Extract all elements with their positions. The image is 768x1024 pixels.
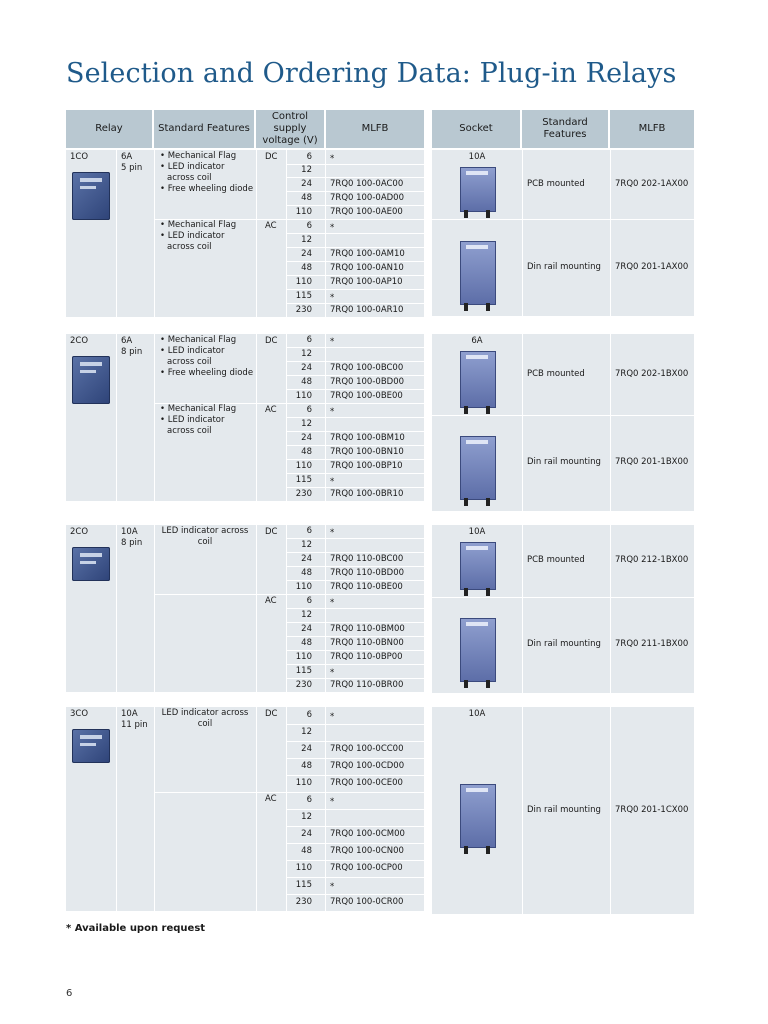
feature-text: LED indicator across coil xyxy=(161,526,249,547)
dc-label: DC xyxy=(265,527,278,537)
dc-label: DC xyxy=(265,336,278,346)
relay-rating: 6A xyxy=(121,336,133,346)
header-control-voltage: Control supply voltage (V) xyxy=(256,110,326,148)
divider xyxy=(610,150,611,316)
divider xyxy=(256,150,257,317)
ac-feature-list xyxy=(158,220,254,253)
divider xyxy=(522,334,523,511)
voltage-value: 230 xyxy=(295,679,312,690)
voltage-value: 6 xyxy=(306,220,312,231)
divider xyxy=(116,525,117,692)
ac-label: AC xyxy=(265,794,277,804)
feature-text: LED indicator across coil xyxy=(161,708,249,729)
header-mlfb: MLFB xyxy=(361,123,389,134)
divider xyxy=(116,707,117,911)
voltage-value: 12 xyxy=(301,727,312,737)
mlfb-code: 7RQ0 100-0CM00 xyxy=(330,829,405,839)
voltage-value: 115 xyxy=(295,665,312,676)
mlfb-code: 7RQ0 110-0BP00 xyxy=(330,651,403,662)
divider xyxy=(522,707,523,914)
mlfb-code: 7RQ0 100-0BP10 xyxy=(330,460,403,471)
mlfb-code: 7RQ0 100-0CR00 xyxy=(330,897,404,907)
mlfb-code: 7RQ0 110-0BC00 xyxy=(330,553,404,564)
mlfb-code: 7RQ0 100-0CE00 xyxy=(330,778,403,788)
table-header-right xyxy=(432,110,694,148)
socket-mlfb: 7RQ0 212-1BX00 xyxy=(615,555,689,565)
divider xyxy=(154,334,155,501)
voltage-value: 110 xyxy=(295,206,312,217)
voltage-value: 24 xyxy=(301,553,312,564)
page-title: Selection and Ordering Data: Plug-in Relays xyxy=(66,58,677,89)
available-on-request-mark: * xyxy=(330,667,335,678)
mlfb-code: 7RQ0 100-0BR10 xyxy=(330,488,404,499)
socket-pin xyxy=(486,303,490,311)
voltage-value: 24 xyxy=(301,744,312,754)
relay-pins: 8 pin xyxy=(121,347,143,357)
header-socket-features: Standard Features xyxy=(522,110,610,148)
socket-product-image xyxy=(460,351,496,408)
mlfb-code: 7RQ0 100-0BE00 xyxy=(330,390,403,401)
voltage-value: 12 xyxy=(301,234,312,245)
available-on-request-mark: * xyxy=(330,797,335,807)
socket-mlfb: 7RQ0 201-1BX00 xyxy=(615,457,689,467)
feature-item: • LED indicator across coil xyxy=(160,231,225,252)
feature-item: • LED indicator across coil xyxy=(160,346,225,367)
socket-feature: Din rail mounting xyxy=(527,457,601,467)
voltage-value: 12 xyxy=(301,539,312,550)
divider xyxy=(286,826,424,827)
relay-rating: 10A xyxy=(121,709,138,719)
voltage-value: 24 xyxy=(301,432,312,443)
voltage-value: 12 xyxy=(301,418,312,429)
mlfb-code: 7RQ0 100-0AP10 xyxy=(330,276,403,287)
divider xyxy=(286,860,424,861)
relay-label-stripe xyxy=(80,370,96,373)
socket-product-image xyxy=(460,784,496,848)
available-on-request-mark: * xyxy=(330,712,335,722)
relay-label-stripe xyxy=(80,553,102,557)
socket-mlfb: 7RQ0 201-1CX00 xyxy=(615,804,689,815)
voltage-value: 24 xyxy=(301,248,312,259)
voltage-value: 48 xyxy=(301,192,312,203)
available-on-request-mark: * xyxy=(330,292,335,303)
socket-feature: PCB mounted xyxy=(527,368,585,379)
mlfb-code: 7RQ0 100-0AE00 xyxy=(330,206,403,217)
header-standard-features: Standard Features xyxy=(154,110,256,148)
header-relay: Relay xyxy=(66,110,154,148)
mlfb-code: 7RQ0 100-0AN10 xyxy=(330,262,404,273)
divider xyxy=(256,525,257,692)
divider xyxy=(286,792,424,793)
voltage-value: 48 xyxy=(301,567,312,578)
available-on-request-mark: * xyxy=(330,337,335,347)
voltage-value: 115 xyxy=(295,474,312,485)
socket-pin xyxy=(464,406,468,414)
voltage-value: 24 xyxy=(301,829,312,839)
available-on-request-mark: * xyxy=(330,222,335,233)
divider xyxy=(522,150,523,316)
socket-pin xyxy=(464,498,468,506)
voltage-value: 24 xyxy=(301,178,312,189)
voltage-value: 230 xyxy=(295,488,312,499)
mlfb-code: 7RQ0 100-0AD00 xyxy=(330,192,404,203)
divider xyxy=(286,758,424,759)
feature-item: • Free wheeling diode xyxy=(160,184,254,194)
feature-item: • Mechanical Flag xyxy=(160,335,237,345)
divider xyxy=(256,334,257,501)
relay-pins: 5 pin xyxy=(121,163,143,173)
voltage-value: 48 xyxy=(301,846,312,856)
socket-feature: PCB mounted xyxy=(527,555,585,565)
socket-pin xyxy=(486,588,490,596)
socket-pin xyxy=(464,210,468,218)
feature-item: • Mechanical Flag xyxy=(160,151,237,161)
mlfb-code: 7RQ0 100-0CP00 xyxy=(330,863,403,873)
mlfb-code: 7RQ0 110-0BN00 xyxy=(330,637,404,648)
relay-label-stripe xyxy=(80,735,102,739)
divider xyxy=(116,150,117,317)
voltage-value: 12 xyxy=(301,348,312,359)
mlfb-code: 7RQ0 100-0BC00 xyxy=(330,362,404,373)
socket-feature: Din rail mounting xyxy=(527,804,601,815)
voltage-value: 6 xyxy=(306,404,312,415)
relay-pins: 8 pin xyxy=(121,538,143,548)
dc-feature-list xyxy=(158,335,254,379)
available-on-request-mark: * xyxy=(330,406,335,417)
relay-contacts: 1CO xyxy=(70,152,89,162)
mlfb-code: 7RQ0 110-0BR00 xyxy=(330,679,404,690)
socket-detail xyxy=(466,788,488,792)
ac-label: AC xyxy=(265,405,277,415)
socket-detail xyxy=(466,355,488,359)
available-on-request-mark: * xyxy=(330,597,335,608)
socket-product-image xyxy=(460,241,496,305)
relay-contacts: 2CO xyxy=(70,527,89,537)
divider xyxy=(154,525,155,692)
mlfb-code: 7RQ0 100-0CC00 xyxy=(330,744,404,754)
table-header-left xyxy=(66,110,424,148)
socket-pin xyxy=(486,406,490,414)
feature-item: • Mechanical Flag xyxy=(160,404,237,414)
voltage-value: 110 xyxy=(295,390,312,401)
relay-contacts: 2CO xyxy=(70,336,89,346)
voltage-value: 6 xyxy=(306,151,312,162)
voltage-value: 48 xyxy=(301,637,312,648)
voltage-value: 115 xyxy=(295,290,312,301)
socket-mlfb: 7RQ0 211-1BX00 xyxy=(615,639,689,649)
socket-product-image xyxy=(460,618,496,682)
mlfb-code: 7RQ0 100-0BD00 xyxy=(330,376,405,387)
dc-label: DC xyxy=(265,152,278,162)
relay-label-stripe xyxy=(80,743,96,746)
relay-contacts: 3CO xyxy=(70,709,89,719)
feature-item: • Mechanical Flag xyxy=(160,220,237,230)
feature-item: • LED indicator across coil xyxy=(160,415,225,436)
voltage-value: 48 xyxy=(301,262,312,273)
mlfb-code: 7RQ0 100-0CD00 xyxy=(330,761,405,771)
feature-item: • Free wheeling diode xyxy=(160,368,254,378)
voltage-value: 110 xyxy=(295,651,312,662)
voltage-value: 6 xyxy=(306,595,312,606)
mlfb-code: 7RQ0 100-0BN10 xyxy=(330,446,404,457)
socket-detail xyxy=(466,171,488,175)
available-on-request-mark: * xyxy=(330,153,335,164)
voltage-value: 110 xyxy=(295,581,312,592)
divider xyxy=(432,597,694,598)
relay-label-stripe xyxy=(80,561,96,564)
voltage-value: 230 xyxy=(295,304,312,315)
mlfb-code: 7RQ0 110-0BD00 xyxy=(330,567,405,578)
socket-mlfb: 7RQ0 202-1BX00 xyxy=(615,368,689,379)
voltage-value: 110 xyxy=(295,863,312,873)
voltage-value: 110 xyxy=(295,276,312,287)
voltage-value: 12 xyxy=(301,812,312,822)
divider xyxy=(432,219,694,220)
voltage-value: 230 xyxy=(295,897,312,907)
available-on-request-mark: * xyxy=(330,528,335,538)
available-on-request-mark: * xyxy=(330,476,335,487)
socket-rating: 6A xyxy=(471,336,483,346)
voltage-value: 12 xyxy=(301,165,312,175)
socket-feature: Din rail mounting xyxy=(527,639,601,649)
ac-feature-list xyxy=(158,404,254,437)
socket-detail xyxy=(466,440,488,444)
divider xyxy=(286,775,424,776)
mlfb-code: 7RQ0 100-0AC00 xyxy=(330,178,404,189)
socket-detail xyxy=(466,546,488,550)
socket-feature: PCB mounted xyxy=(527,178,585,189)
voltage-value: 110 xyxy=(295,778,312,788)
mlfb-code: 7RQ0 110-0BM00 xyxy=(330,623,405,634)
voltage-value: 6 xyxy=(306,795,312,805)
voltage-value: 115 xyxy=(295,880,312,890)
socket-mlfb: 7RQ0 202-1AX00 xyxy=(615,178,689,189)
ac-label: AC xyxy=(265,221,277,231)
voltage-value: 48 xyxy=(301,761,312,771)
voltage-value: 24 xyxy=(301,623,312,634)
voltage-value: 110 xyxy=(295,460,312,471)
divider xyxy=(286,843,424,844)
divider xyxy=(256,707,257,911)
divider xyxy=(154,150,155,317)
socket-pin xyxy=(464,846,468,854)
socket-pin xyxy=(486,498,490,506)
mlfb-code: 7RQ0 100-0AR10 xyxy=(330,304,404,315)
socket-pin xyxy=(486,210,490,218)
voltage-value: 48 xyxy=(301,446,312,457)
divider xyxy=(286,741,424,742)
relay-label-stripe xyxy=(80,178,102,182)
socket-pin xyxy=(464,303,468,311)
voltage-value: 12 xyxy=(301,609,312,620)
divider xyxy=(286,877,424,878)
socket-detail xyxy=(466,245,488,249)
relay-rating: 10A xyxy=(121,527,138,537)
page-number: 6 xyxy=(66,988,73,999)
socket-pin xyxy=(464,680,468,688)
voltage-value: 6 xyxy=(306,710,312,720)
voltage-value: 48 xyxy=(301,376,312,387)
divider xyxy=(286,724,424,725)
socket-feature: Din rail mounting xyxy=(527,261,601,272)
divider xyxy=(522,525,523,693)
header-socket: Socket xyxy=(432,110,522,148)
mlfb-code: 7RQ0 100-0CN00 xyxy=(330,846,404,856)
footnote: * Available upon request xyxy=(66,923,206,934)
dc-feature-list xyxy=(158,151,254,195)
socket-rating: 10A xyxy=(468,527,486,537)
voltage-value: 24 xyxy=(301,362,312,373)
mlfb-code: 7RQ0 100-0BM10 xyxy=(330,432,405,443)
socket-detail xyxy=(466,622,488,626)
relay-rating: 6A xyxy=(121,152,133,162)
available-on-request-mark: * xyxy=(330,882,335,892)
relay-pins: 11 pin xyxy=(121,720,148,730)
mlfb-code: 7RQ0 110-0BE00 xyxy=(330,581,403,592)
relay-label-stripe xyxy=(80,362,102,366)
divider xyxy=(432,415,694,416)
socket-pin xyxy=(464,588,468,596)
divider xyxy=(610,525,611,693)
socket-product-image xyxy=(460,436,496,500)
divider xyxy=(154,707,155,911)
mlfb-code: 7RQ0 100-0AM10 xyxy=(330,248,405,259)
socket-rating: 10A xyxy=(468,152,486,162)
divider xyxy=(610,334,611,511)
voltage-value: 6 xyxy=(306,335,312,345)
divider xyxy=(116,334,117,501)
ac-label: AC xyxy=(265,596,277,606)
dc-label: DC xyxy=(265,709,278,719)
header-socket-mlfb: MLFB xyxy=(638,123,666,134)
relay-label-stripe xyxy=(80,186,96,189)
socket-rating: 10A xyxy=(468,709,486,719)
feature-item: • LED indicator across coil xyxy=(160,162,225,183)
divider xyxy=(286,809,424,810)
socket-pin xyxy=(486,846,490,854)
divider xyxy=(610,707,611,914)
divider xyxy=(286,894,424,895)
socket-mlfb: 7RQ0 201-1AX00 xyxy=(615,261,689,272)
socket-pin xyxy=(486,680,490,688)
voltage-value: 6 xyxy=(306,526,312,536)
